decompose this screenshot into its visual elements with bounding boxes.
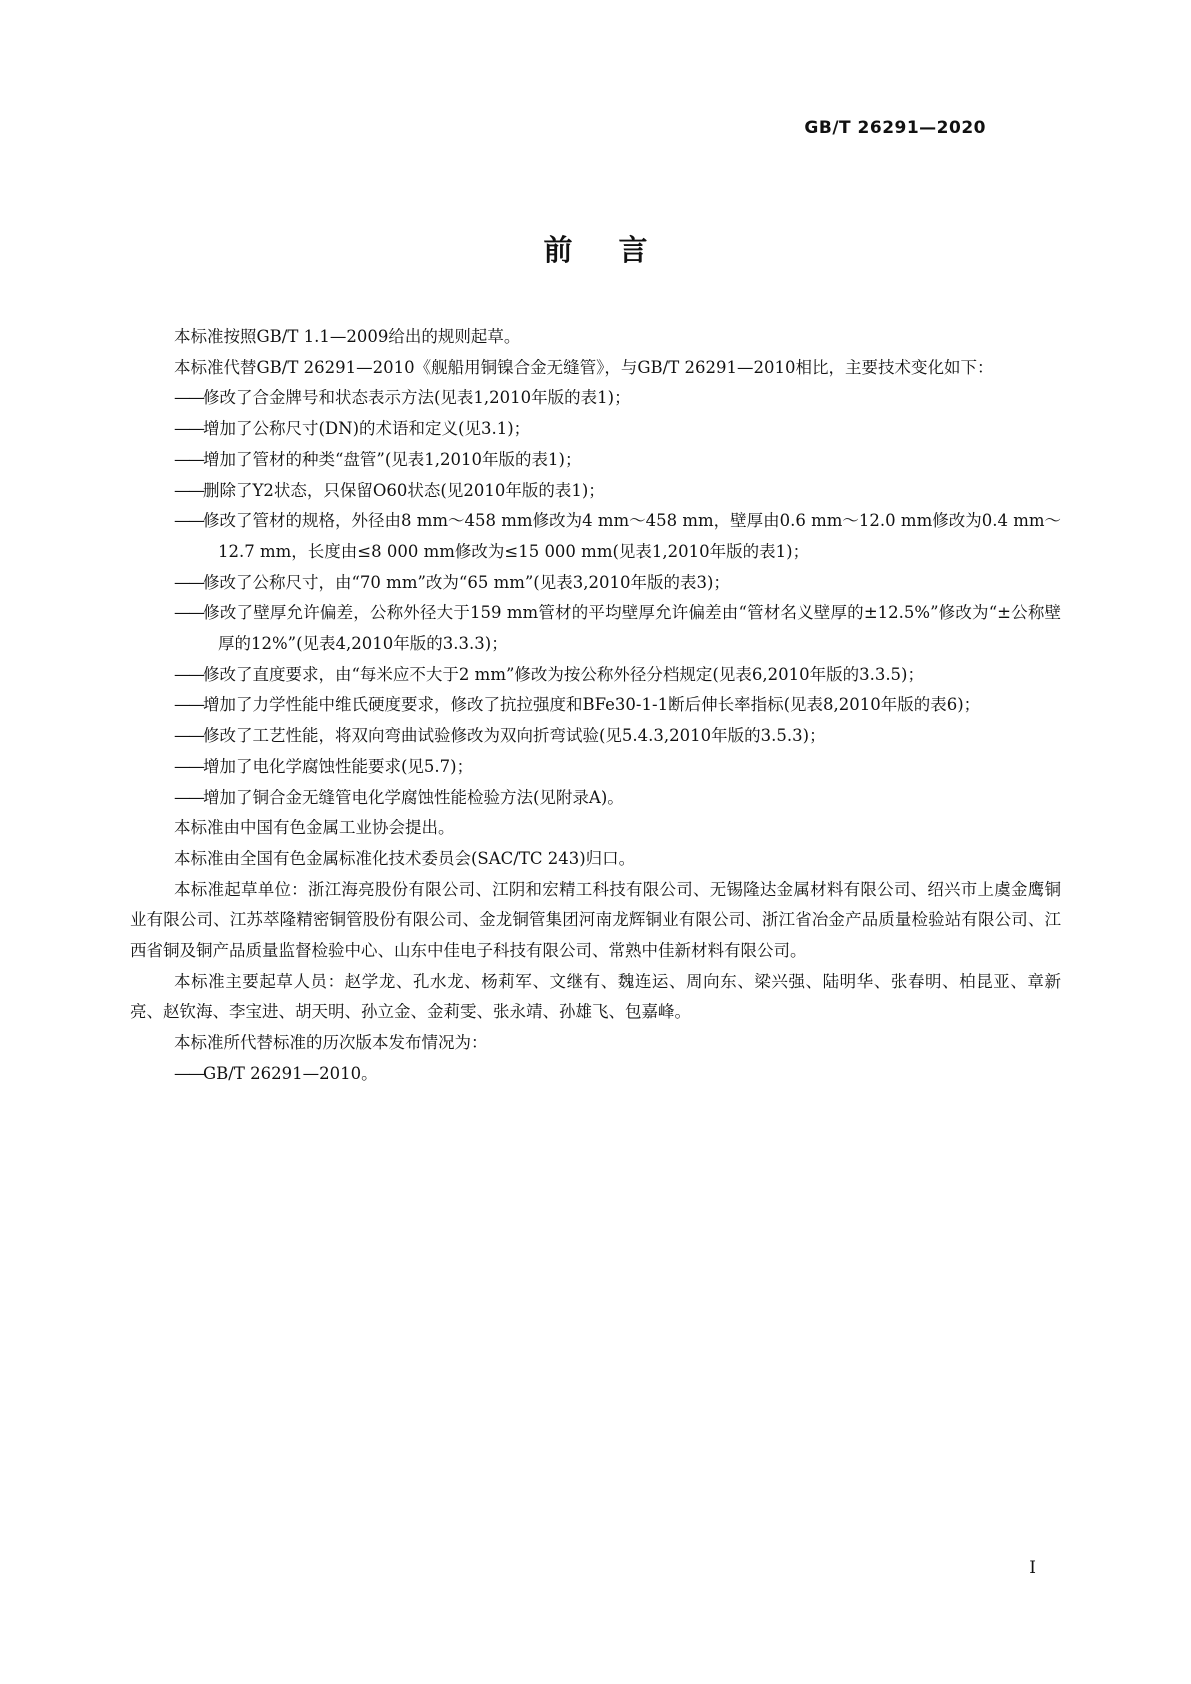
list-item: ——修改了壁厚允许偏差，公称外径大于159 mm管材的平均壁厚允许偏差由“管材名义壁厚的±12.5%”修改为“±公称壁厚的12%”(见表4,2010年版的3.3.3)； [174, 603, 1061, 654]
list-item: ——增加了力学性能中维氏硬度要求，修改了抗拉强度和BFe30-1-1断后伸长率指标(见表8,2010年版的表6)； [174, 695, 981, 715]
list-item: ——增加了铜合金无缝管电化学腐蚀性能检验方法(见附录A)。 [174, 787, 624, 807]
title-char-2: 言 [618, 233, 648, 267]
page-title [0, 228, 1191, 269]
list-item: ——修改了合金牌号和状态表示方法(见表1,2010年版的表1)； [174, 388, 631, 408]
paragraph: 本标准起草单位：浙江海亮股份有限公司、江阴和宏精工科技有限公司、无锡隆达金属材料有限公司、绍兴市上虞金鹰铜业有限公司、江苏萃隆精密铜管股份有限公司、金龙铜管集团河南龙辉铜业有限公司、浙江省冶金产品质量检验站有限公司、江西省铜及铜产品质量监督检验中心、山东中佳电子科技有限公司、常熟中佳新材料有限公司。 [130, 879, 1061, 961]
paragraph: 本标准由全国有色金属标准化技术委员会(SAC/TC 243)归口。 [174, 848, 636, 868]
page-number: I [1029, 1558, 1036, 1578]
document-body [130, 322, 1061, 1090]
list-item: ——增加了公称尺寸(DN)的术语和定义(见3.1)； [174, 419, 531, 439]
paragraph: 本标准由中国有色金属工业协会提出。 [174, 818, 455, 838]
paragraph: 本标准代替GB/T 26291—2010《舰船用铜镍合金无缝管》，与GB/T 26291—2010相比，主要技术变化如下： [174, 357, 994, 377]
title-char-1: 前 [543, 233, 573, 267]
list-item: ——GB/T 26291—2010。 [174, 1063, 378, 1083]
list-item: ——修改了工艺性能，将双向弯曲试验修改为双向折弯试验(见5.4.3,2010年版的3.5.3)； [174, 726, 826, 746]
list-item: ——修改了直度要求，由“每米应不大于2 mm”修改为按公称外径分档规定(见表6,2010年版的3.3.5)； [174, 664, 924, 684]
list-item: ——增加了管材的种类“盘管”(见表1,2010年版的表1)； [174, 449, 582, 469]
paragraph: 本标准按照GB/T 1.1—2009给出的规则起草。 [174, 327, 521, 346]
standard-number: GB/T 26291—2020 [804, 118, 986, 138]
list-item: ——修改了管材的规格，外径由8 mm～458 mm修改为4 mm～458 mm，壁厚由0.6 mm～12.0 mm修改为0.4 mm～12.7 mm，长度由≤8 000 mm修改为≤15 000 mm(见表1,2010年版的表1)； [174, 511, 1061, 561]
list-item: ——修改了公称尺寸，由“70 mm”改为“65 mm”(见表3,2010年版的表3)； [174, 572, 730, 592]
paragraph: 本标准主要起草人员：赵学龙、孔水龙、杨莉军、文继有、魏连运、周向东、梁兴强、陆明华、张春明、柏昆亚、章新亮、赵钦海、李宝进、胡天明、孙立金、金莉雯、张永靖、孙雄飞、包嘉峰。 [130, 971, 1061, 1022]
list-item: ——增加了电化学腐蚀性能要求(见5.7)； [174, 756, 474, 776]
list-item: ——删除了Y2状态，只保留O60状态(见2010年版的表1)； [174, 480, 605, 500]
paragraph: 本标准所代替标准的历次版本发布情况为： [174, 1033, 488, 1053]
